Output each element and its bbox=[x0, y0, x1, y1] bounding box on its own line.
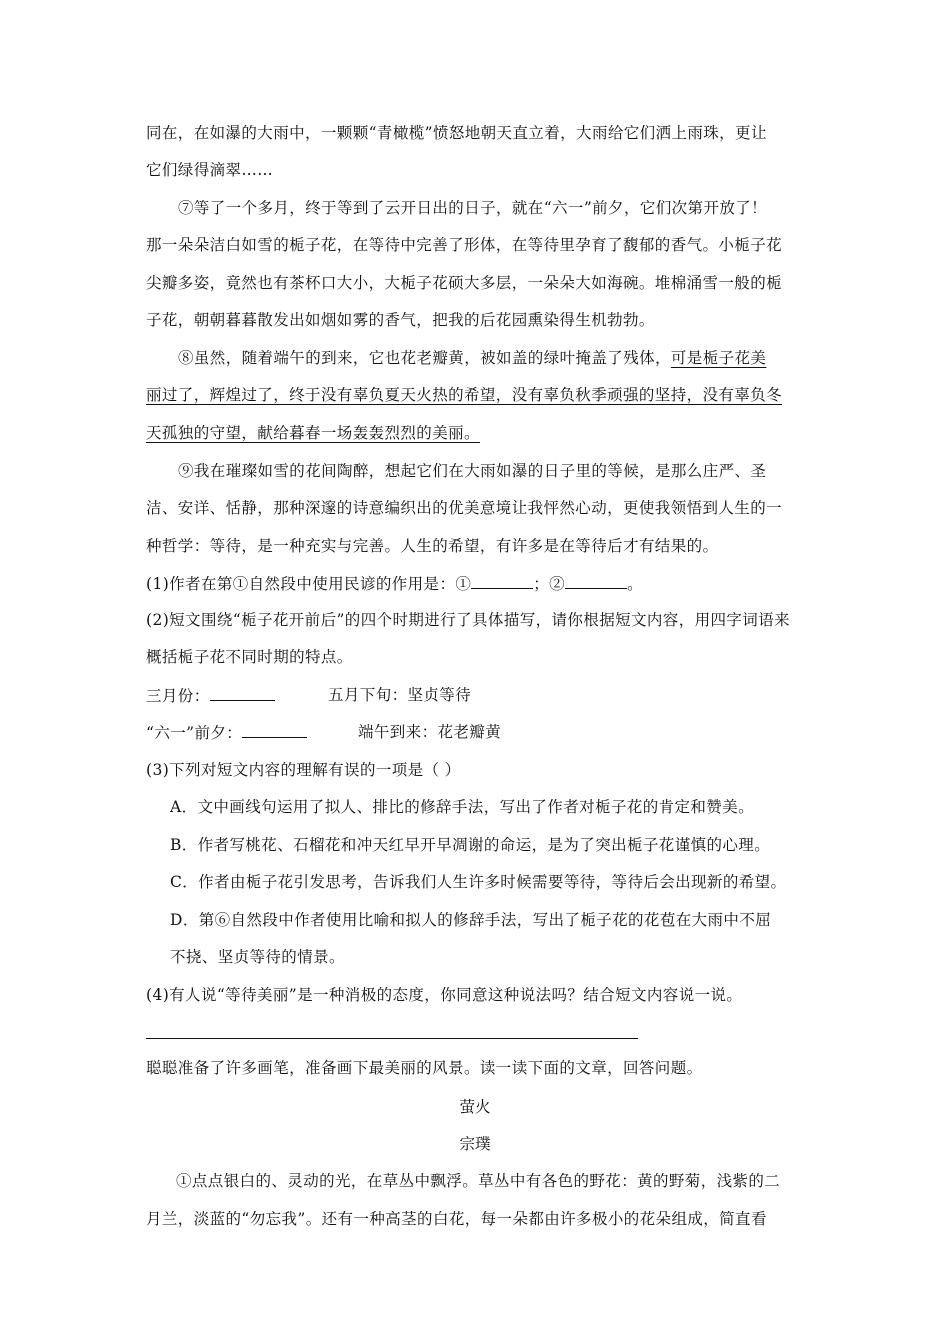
question-1-separator: ；② bbox=[533, 575, 566, 593]
article-paragraph-line: ①点点银白的、灵动的光，在草丛中飘浮。草丛中有各色的野花：黄的野菊，浅紫的二 bbox=[176, 1172, 781, 1190]
question-2-line: (2)短文围绕“栀子花开前后”的四个时期进行了具体描写，请你根据短文内容，用四字词语来 bbox=[146, 611, 791, 629]
question-1 bbox=[146, 573, 643, 594]
question-2-march bbox=[146, 685, 275, 706]
option-d-continued: 不挠、坚贞等待的情景。 bbox=[170, 948, 345, 966]
paragraph-9-line: 种哲学：等待，是一种充实与完善。人生的希望，有许多是在等待后才有结果的。 bbox=[146, 537, 719, 555]
paragraph-8-line bbox=[178, 348, 766, 368]
paragraph-7-line: ⑦等了一个多月，终于等到了云开日出的日子，就在“六一”前夕，它们次第开放了！ bbox=[178, 199, 768, 217]
question-2-may: 五月下旬：坚贞等待 bbox=[328, 686, 472, 704]
march-label: 三月份： bbox=[146, 687, 210, 705]
question-4: (4)有人说“等待美丽”是一种消极的态度，你同意这种说法吗？结合短文内容说一说。 bbox=[146, 986, 743, 1004]
passage-line: 它们绿得滴翠…… bbox=[146, 161, 274, 179]
paragraph-7-line: 子花，朝朝暮暮散发出如烟如雾的香气，把我的后花园熏染得生机勃勃。 bbox=[146, 311, 655, 329]
question-2-line: 概括栀子花不同时期的特点。 bbox=[146, 648, 353, 666]
option-a[interactable]: A．文中画线句运用了拟人、排比的修辞手法，写出了作者对栀子花的肯定和赞美。 bbox=[170, 798, 754, 816]
article-paragraph-line: 月兰，淡蓝的“勿忘我”。还有一种高茎的白花，每一朵都由许多极小的花朵组成，简直看 bbox=[146, 1210, 767, 1228]
question-2-june bbox=[146, 722, 307, 743]
option-c[interactable]: C．作者由栀子花引发思考，告诉我们人生许多时候需要等待，等待后会出现新的希望。 bbox=[170, 873, 787, 891]
june-label: “六一”前夕： bbox=[146, 724, 243, 742]
answer-blank[interactable] bbox=[210, 685, 275, 701]
question-3: (3)下列对短文内容的理解有误的一项是（ ） bbox=[146, 761, 461, 779]
paragraph-7-line: 尖瓣多姿，竟然也有茶杯口大小，大栀子花硕大多层，一朵朵大如海碗。堆棉涌雪一般的栀 bbox=[146, 274, 783, 292]
underlined-sentence: 天孤独的守望，献给暮春一场轰轰烈烈的美丽。 bbox=[146, 424, 480, 442]
answer-blank[interactable] bbox=[565, 573, 627, 589]
underlined-sentence: 可是栀子花美 bbox=[670, 349, 767, 367]
article-title: 萤火 bbox=[459, 1098, 491, 1116]
paragraph-8-text: ⑧虽然，随着端午的到来，它也花老瓣黄，被如盖的绿叶掩盖了残体， bbox=[178, 349, 671, 367]
paragraph-9-line: ⑨我在璀璨如雪的花间陶醉，想起它们在大雨如瀑的日子里的等候，是那么庄严、圣 bbox=[178, 462, 767, 480]
section-intro: 聪聪准备了许多画笔，准备画下最美丽的风景。读一读下面的文章，回答问题。 bbox=[146, 1059, 703, 1077]
answer-blank[interactable] bbox=[242, 722, 307, 738]
paragraph-7-line: 那一朵朵洁白如雪的栀子花，在等待中完善了形体，在等待里孕育了馥郁的香气。小栀子花 bbox=[146, 236, 783, 254]
question-2-duanwu: 端午到来：花老瓣黄 bbox=[358, 723, 502, 741]
underlined-sentence: 丽过了，辉煌过了，终于没有辜负夏天火热的希望，没有辜负秋季顽强的坚持，没有辜负冬 bbox=[146, 386, 783, 404]
question-1-text: (1)作者在第①自然段中使用民谚的作用是：① bbox=[146, 575, 472, 593]
passage-line: 同在，在如瀑的大雨中，一颗颗“青橄榄”愤怒地朝天直立着，大雨给它们洒上雨珠，更让 bbox=[146, 124, 767, 142]
answer-blank[interactable] bbox=[471, 573, 533, 589]
option-d[interactable]: D．第⑥自然段中作者使用比喻和拟人的修辞手法，写出了栀子花的花苞在大雨中不屈 bbox=[170, 911, 772, 929]
article-author: 宗璞 bbox=[459, 1135, 491, 1153]
answer-line[interactable] bbox=[146, 1038, 638, 1039]
paragraph-9-line: 洁、安详、恬静，那种深邃的诗意编织出的优美意境让我怦然心动，更使我领悟到人生的一 bbox=[146, 499, 783, 517]
option-b[interactable]: B．作者写桃花、石榴花和冲天红早开早凋谢的命运，是为了突出栀子花谨慎的心理。 bbox=[170, 836, 771, 854]
question-1-end: 。 bbox=[627, 575, 643, 593]
